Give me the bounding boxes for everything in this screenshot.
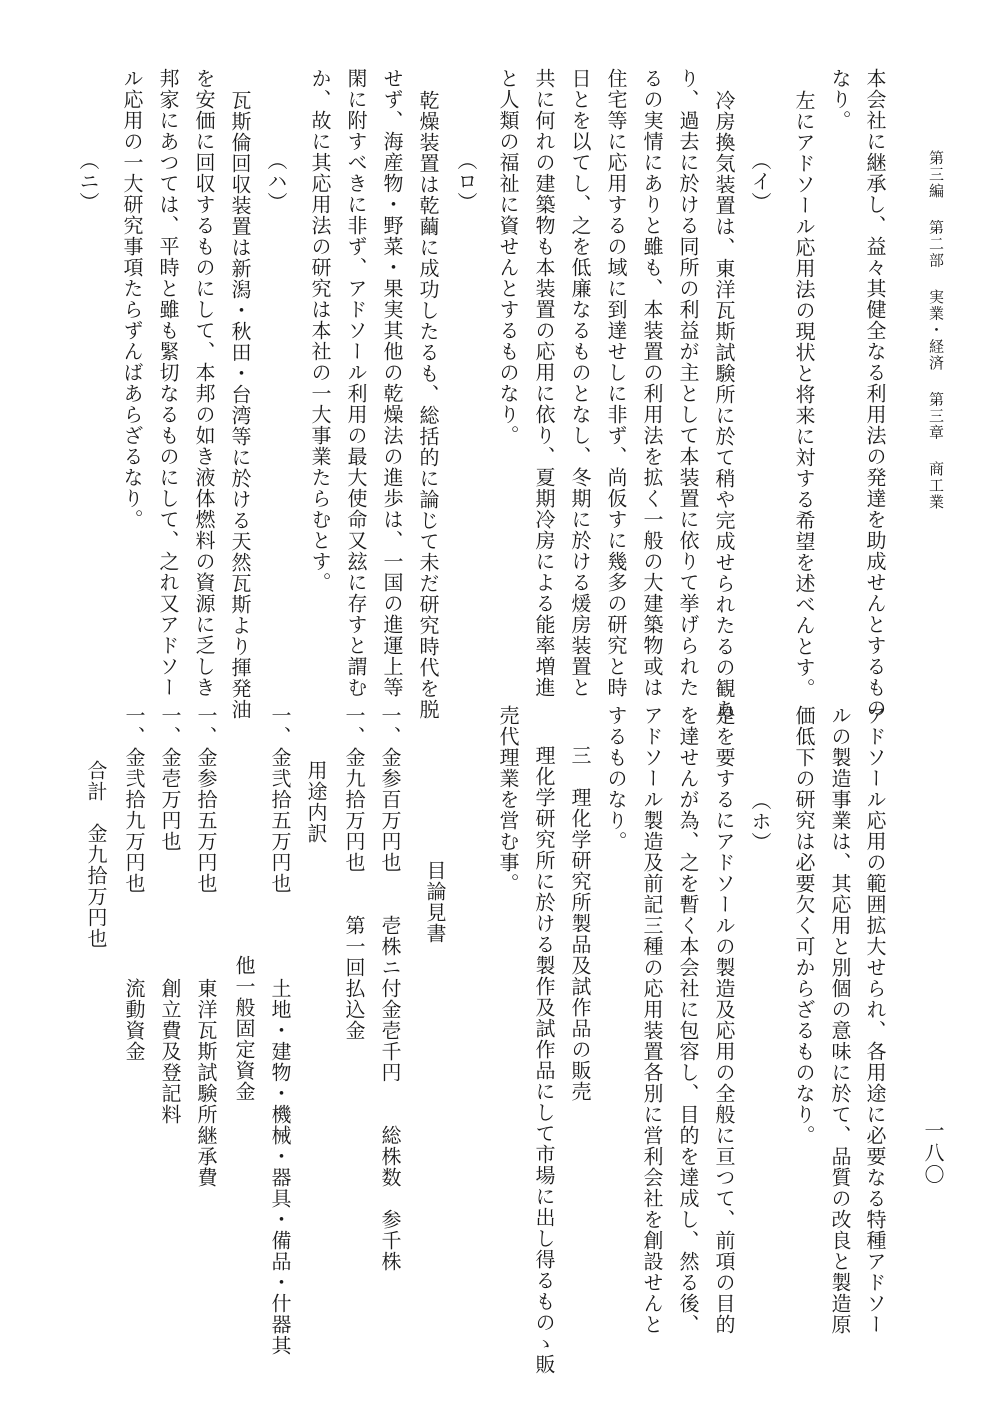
budget-line: 一、金参百万円也 壱株ニ付金壱千円 総株数 参千株 xyxy=(378,705,402,1272)
text-column: と人類の福祉に資せんとするものなり。 xyxy=(496,68,520,446)
budget-item: 一、金弐拾九万円也 流動資金 xyxy=(122,705,146,1062)
text-column: を安価に回収するものにして、本邦の如き液体燃料の資源に乏しき xyxy=(192,68,216,698)
text-column: 是を要するにアドソールの製造及応用の全般に亘つて、前項の目的 xyxy=(712,705,736,1335)
text-column: なり。 xyxy=(828,68,852,131)
header-chapter-title: 商工業 xyxy=(927,461,945,511)
text-column: （ホ） xyxy=(748,790,772,853)
text-column: 共に何れの建築物も本装置の応用に依り、夏期冷房による能率増進 xyxy=(532,68,556,698)
header-subject: 実業・経済 xyxy=(927,289,945,372)
text-column: 邦家にあつては、平時と雖も緊切なるものにして、之れ又アドソー xyxy=(156,68,180,698)
text-column: アドソール応用の範囲拡大せられ、各用途に必要なる特種アドソー xyxy=(863,705,887,1335)
text-column: か、故に其応用法の研究は本社の一大事業たらむとす。 xyxy=(308,68,332,593)
header-section: 第二部 xyxy=(927,219,945,269)
usage-label: 用途内訳 xyxy=(304,760,328,844)
running-header xyxy=(928,150,943,511)
text-column: 本会社に継承し、益々其健全なる利用法の発達を助成せんとするもの xyxy=(863,68,887,719)
text-column: 左にアドソール応用法の現状と将来に対する希望を述べんとす。 xyxy=(792,90,816,699)
text-column: するものなり。 xyxy=(604,705,628,852)
text-column: （ハ） xyxy=(264,150,288,213)
text-column: 日とを以てし、之を低廉なるものとなし、冬期に於ける煖房装置と xyxy=(568,68,592,698)
header-chapter: 第三章 xyxy=(927,391,945,441)
text-column: 売代理業を営む事。 xyxy=(496,705,520,894)
text-column: 住宅等に応用するの域に到達せしに非ず、尚仮すに幾多の研究と時 xyxy=(604,68,628,698)
text-column: 三 理化学研究所製品及試作品の販売 xyxy=(568,745,592,1102)
text-column: り、過去に於ける同所の利益が主として本装置に依りて挙げられた xyxy=(676,68,700,698)
text-column: 瓦斯倫回収装置は新潟・秋田・台湾等に於ける天然瓦斯より揮発油 xyxy=(228,90,252,720)
text-column: 乾燥装置は乾繭に成功したるも、総括的に論じて未だ研究時代を脱 xyxy=(416,90,440,720)
text-column: 閑に附すべきに非ず、アドソール利用の最大使命又玆に存すと謂む xyxy=(344,68,368,698)
header-part: 第三編 xyxy=(927,150,945,200)
text-column: （ロ） xyxy=(454,150,478,213)
page-number: 一八〇 xyxy=(921,1120,945,1186)
text-column: 理化学研究所に於ける製作及試作品にして市場に出し得るものゝ販 xyxy=(532,745,556,1375)
budget-total: 合計 金九拾万円也 xyxy=(84,760,108,949)
budget-item: 一、金壱万円也 創立費及登記料 xyxy=(158,705,182,1125)
text-column: （イ） xyxy=(748,150,772,213)
text-column: ルの製造事業は、其応用と別個の意味に於て、品質の改良と製造原 xyxy=(828,705,852,1335)
text-column: を達せんが為、之を暫く本会社に包容し、目的を達成し、然る後、 xyxy=(676,705,700,1335)
text-column: 価低下の研究は必要欠く可からざるものなり。 xyxy=(792,705,816,1146)
text-column: せず、海産物・野菜・果実其他の乾燥法の進歩は、一国の進運上等 xyxy=(380,68,404,698)
text-column: 冷房換気装置は、東洋瓦斯試験所に於て稍や完成せられたるの観あ xyxy=(712,90,736,720)
budget-item: 一、金弐拾五万円也 土地・建物・機械・器具・備品・什器其 xyxy=(268,705,292,1356)
budget-line: 一、金九拾万円也 第一回払込金 xyxy=(342,705,366,1041)
text-column: アドソール製造及前記三種の応用装置各別に営利会社を創設せんと xyxy=(640,705,664,1335)
prospectus-title: 目論見書 xyxy=(423,860,447,944)
text-column: （ニ） xyxy=(76,150,100,213)
text-column: ル応用の一大研究事項たらずんばあらざるなり。 xyxy=(120,68,144,530)
budget-item: 一、金参拾五万円也 東洋瓦斯試験所継承費 xyxy=(194,705,218,1188)
budget-item-continuation: 他一般固定資金 xyxy=(232,955,256,1102)
text-column: るの実情にありと雖も、本装置の利用法を拡く一般の大建築物或は xyxy=(640,68,664,698)
